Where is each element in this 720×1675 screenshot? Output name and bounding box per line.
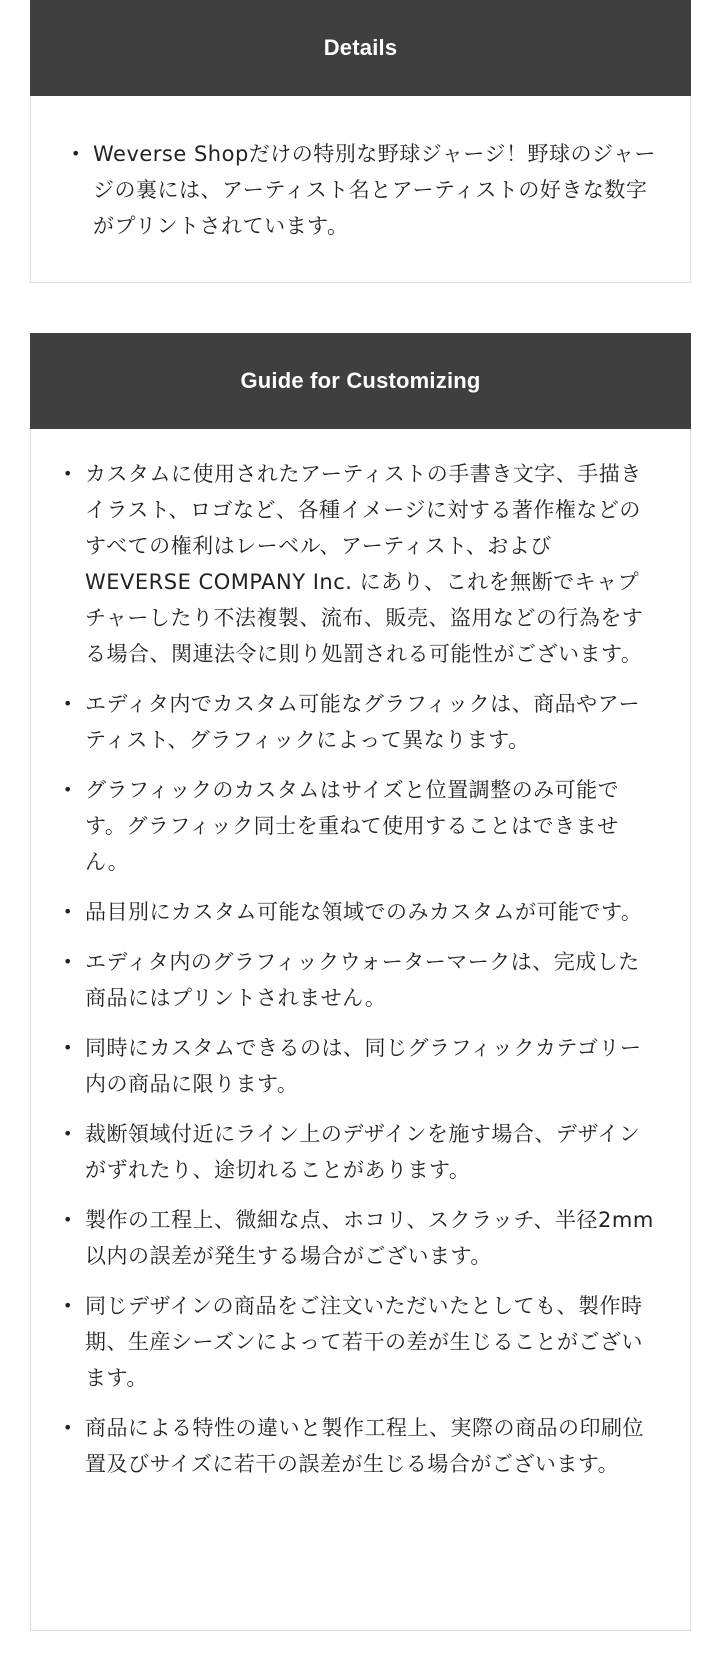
bullet-icon: • — [63, 952, 73, 971]
guide-section — [30, 333, 691, 1631]
bullet-icon: • — [71, 144, 81, 163]
guide-title: Guide for Customizing — [240, 368, 481, 393]
list-item-text: 同じデザインの商品をご注文いただいたとしても、製作時期、生産シーズンによって若干の差が生じることがございます。 — [85, 1294, 643, 1390]
details-body — [31, 96, 690, 244]
bullet-icon: • — [63, 694, 73, 713]
details-section — [30, 0, 691, 283]
guide-header — [30, 333, 691, 429]
list-item — [63, 1288, 658, 1396]
list-item — [63, 944, 658, 1016]
details-title: Details — [323, 35, 398, 60]
list-item — [63, 772, 658, 880]
bullet-icon: • — [63, 464, 73, 483]
list-item — [63, 894, 658, 930]
list-item-text: グラフィックのカスタムはサイズと位置調整のみ可能です。グラフィック同士を重ねて使用することはできません。 — [85, 778, 620, 874]
list-item — [63, 456, 658, 672]
bullet-icon: • — [63, 1124, 73, 1143]
list-item — [63, 1116, 658, 1188]
details-list — [71, 136, 664, 244]
list-item — [71, 136, 664, 244]
list-item-text: 商品による特性の違いと製作工程上、実際の商品の印刷位置及びサイズに若干の誤差が生じる場合がございます。 — [85, 1416, 644, 1476]
bullet-icon: • — [63, 902, 73, 921]
details-header — [30, 0, 691, 96]
list-item — [63, 686, 658, 758]
list-item-text: 同時にカスタムできるのは、同じグラフィックカテゴリー内の商品に限ります。 — [85, 1036, 642, 1096]
list-item-text: エディタ内でカスタム可能なグラフィックは、商品やアーティスト、グラフィックによって異なります。 — [85, 692, 641, 752]
bullet-icon: • — [63, 1210, 73, 1229]
bullet-icon: • — [63, 1296, 73, 1315]
list-item-text: 品目別にカスタム可能な領域でのみカスタムが可能です。 — [85, 900, 643, 924]
list-item-text: 製作の工程上、微細な点、ホコリ、スクラッチ、半径2mm以内の誤差が発生する場合がございます。 — [85, 1208, 654, 1268]
bullet-icon: • — [63, 1418, 73, 1437]
guide-body — [31, 429, 690, 1482]
list-item-text: Weverse Shopだけの特別な野球ジャージ！野球のジャージの裏には、アーティスト名とアーティストの好きな数字がプリントされています。 — [93, 142, 657, 238]
guide-list — [63, 456, 658, 1482]
bullet-icon: • — [63, 1038, 73, 1057]
list-item-text: エディタ内のグラフィックウォーターマークは、完成した商品にはプリントされません。 — [85, 950, 640, 1010]
list-item-text: 裁断領域付近にライン上のデザインを施す場合、デザインがずれたり、途切れることがあります。 — [85, 1122, 641, 1182]
list-item-text: カスタムに使用されたアーティストの手書き文字、手描きイラスト、ロゴなど、各種イメージに対する著作権などのすべての権利はレーベル、アーティスト、およびWEVERSE COMPANY Inc. にあり、これを無断でキャプチャーしたり不法複製、流布、販売、盗用などの行為をする場合、関連法令に則り処罰される可能性がございます。 — [85, 462, 644, 666]
list-item — [63, 1410, 658, 1482]
list-item — [63, 1030, 658, 1102]
bullet-icon: • — [63, 780, 73, 799]
list-item — [63, 1202, 658, 1274]
